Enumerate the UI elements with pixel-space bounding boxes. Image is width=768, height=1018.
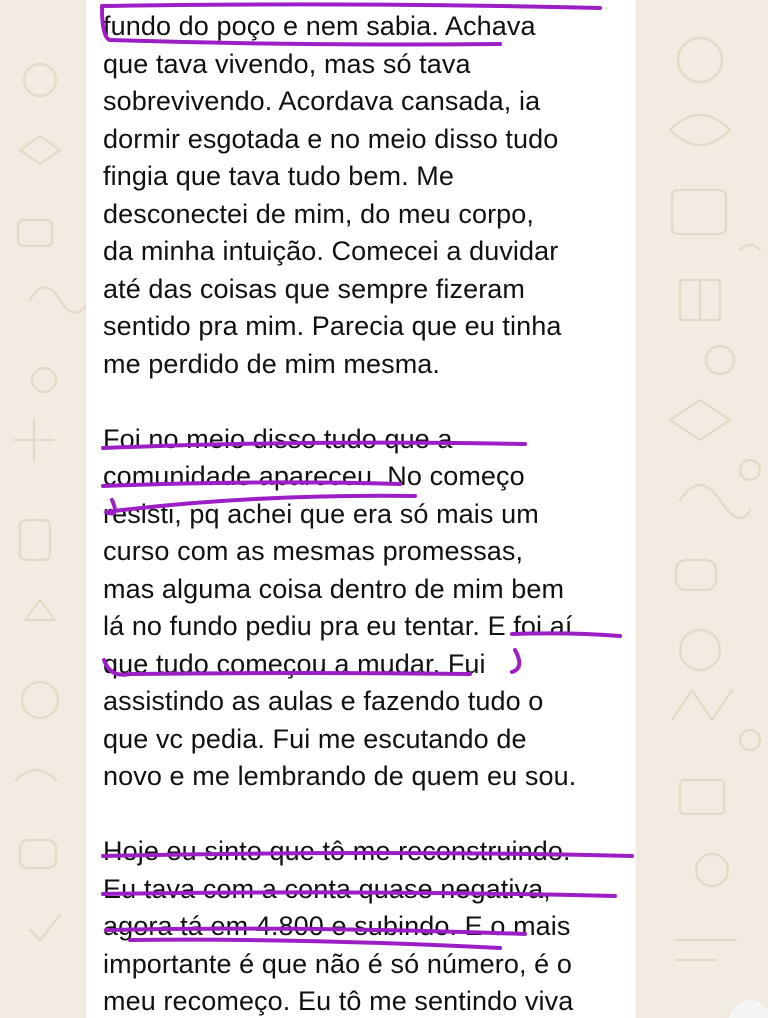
message-paragraph-3: Hoje eu sinto que tô me reconstruindo. Eu tava com a conta quase negativa, agora tá em 4.800 e subindo. E o mais importante é que não é só número, é o meu recomeço. Eu tô me sentindo viva xyxy=(103,836,574,1016)
message-text xyxy=(103,8,628,1018)
message-paragraph-1: fundo do poço e nem sabia. Achava que tava vivendo, mas só tava sobrevivendo. Acordava cansada, ia dormir esgotada e no meio disso tudo fingia que tava tudo bem. Me desconectei de mim, do meu corpo, da minha intuição. Comecei a duvidar até das coisas que sempre fizeram sentido pra mim. Parecia que eu tinha me perdido de mim mesma. xyxy=(103,11,562,379)
paragraph-spacer xyxy=(103,796,628,834)
paragraph-spacer xyxy=(103,383,628,421)
message-paragraph-2: Foi no meio disso tudo que a comunidade apareceu. No começo resisti, pq achei que era só mais um curso com as mesmas promessas, mas alguma coisa dentro de mim bem lá no fundo pediu pra eu tentar. E foi aí que tudo começou a mudar. Fui assistindo as aulas e fazendo tudo o que vc pedia. Fui me escutando de novo e me lembrando de quem eu sou. xyxy=(103,423,577,791)
